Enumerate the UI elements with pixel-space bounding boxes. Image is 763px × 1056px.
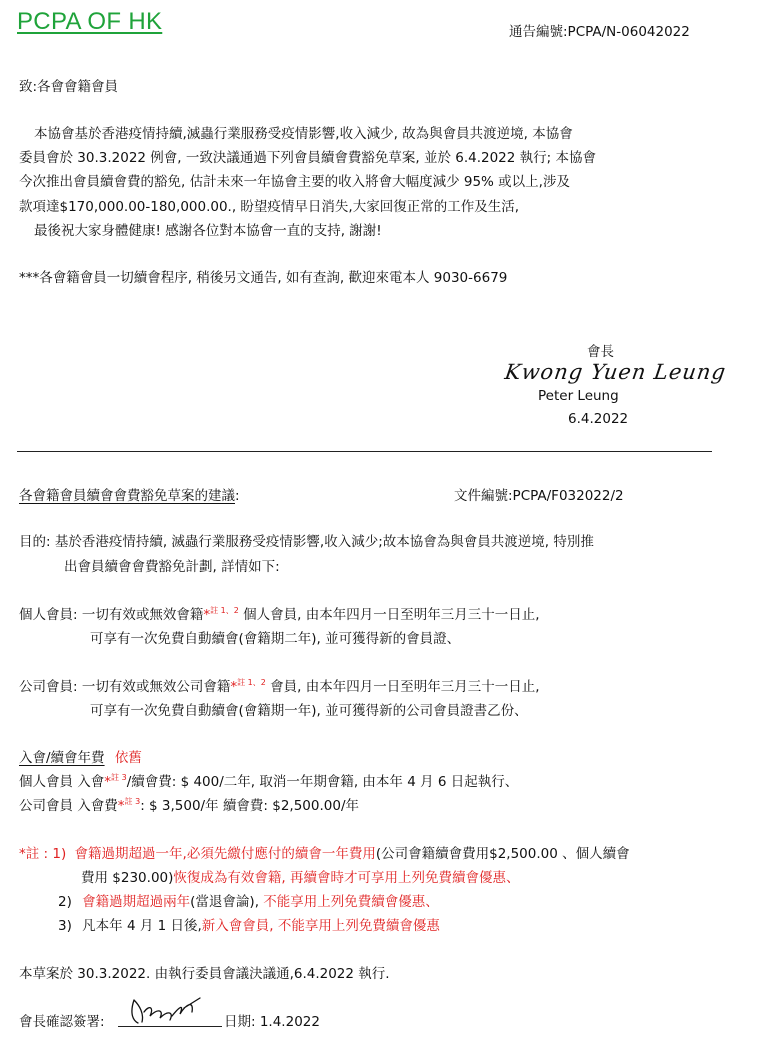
notice-paragraph-line: 本協會基於香港疫情持續,滅蟲行業服務受疫情影響,收入減少, 故為與會員共渡逆境, 本協會 [34,126,573,142]
notes-mark: *註 : 1) [19,846,67,862]
company-post: 會員, 由本年四月一日至明年三月三十一日止, [265,679,540,695]
company-fee-pre: 公司會員 入會費 [19,798,118,814]
confirm-signature-label: 會長確認簽署: [19,1014,105,1030]
note-3 [58,914,440,934]
proposal-title-text: 各會籍會員續會會費豁免草案的建議 [19,488,235,504]
individual-fee-star: * [104,774,112,790]
company-fee-line [19,794,359,814]
company-star: * [230,679,238,695]
note-3-number: 3) [58,918,72,934]
note-1-line2 [81,866,519,886]
fees-heading-text: 入會/續會年費 [19,750,105,766]
individual-pre: 個人會員: 一切有效或無效會籍 [19,607,204,623]
purpose-line: 出會員續會會費豁免計劃, 詳情如下: [64,559,280,575]
proposal-title [19,484,240,504]
handwritten-signature [120,990,220,1026]
note-1-line2-black: 費用 $230.00) [81,870,174,886]
section-divider [17,451,712,452]
chair-title: 會長 [587,344,614,360]
individual-member-clause [19,603,540,623]
note-2 [58,890,439,910]
note-1-line2-red: 恢復成為有效會籍, 再續會時才可享用上列免費續會優惠、 [173,870,520,886]
chair-name: Peter Leung [538,388,619,404]
individual-star: * [203,607,211,623]
resolution-statement: 本草案於 30.3.2022. 由執行委員會議決議通,6.4.2022 執行. [19,966,390,982]
confirm-date: 日期: 1.4.2022 [224,1014,320,1030]
company-fee-post: : $ 3,500/年 續會費: $2,500.00/年 [140,798,359,814]
notice-paragraph-line: 今次推出會員續會費的豁免, 估計未來一年協會主要的收入將會大幅度減少 95% 或以上,涉及 [19,174,570,190]
company-fee-note-ref: 註 3 [124,797,141,806]
individual-note-ref: 註 1、2 [210,606,239,615]
fees-heading [19,746,142,766]
notice-paragraph-line: 最後祝大家身體健康! 感謝各位對本協會一直的支持, 謝謝! [34,223,382,239]
individual-member-clause-line2: 可享有一次免費自動續會(會籍期二年), 並可獲得新的會員證、 [90,631,461,647]
individual-fee-post: /續會費: $ 400/二年, 取消一年期會籍, 由本年 4 月 6 日起執行、 [126,774,519,790]
renewal-note: ***各會籍會員一切續會程序, 稍後另文通告, 如有查詢, 歡迎來電本人 9030-6679 [19,270,508,286]
note-1-red: 會籍過期超過一年,必須先繳付應付的續會一年費用 [74,846,376,862]
note-1-black: (公司會籍續會費用$2,500.00 、個人續會 [375,846,630,862]
purpose-line: 目的: 基於香港疫情持續, 滅蟲行業服務受疫情影響,收入減少;故本協會為與會員共渡逆境, 特別推 [19,534,594,550]
company-fee-star: * [117,798,125,814]
note-3-black: 凡本年 4 月 1 日後, [82,918,202,934]
company-member-clause-line2: 可享有一次免費自動續會(會籍期一年), 並可獲得新的公司會員證書乙份、 [90,703,528,719]
note-2-number: 2) [58,894,72,910]
salutation: 致:各會會籍會員 [19,79,119,95]
signature-line [118,1026,222,1027]
note-2-red: 會籍過期超過兩年 [82,894,191,910]
individual-fee-pre: 個人會員 入會 [19,774,105,790]
notice-number: 通告編號:PCPA/N-06042022 [509,24,690,40]
note-2-black: (當退會論), [190,894,259,910]
company-pre: 公司會員: 一切有效或無效公司會籍 [19,679,231,695]
company-member-clause [19,675,540,695]
note-2-red2: 不能享用上列免費續會優惠、 [258,894,439,910]
fees-heading-note: 依舊 [114,750,142,766]
notice-paragraph-line: 委員會於 30.3.2022 例會, 一致決議通過下列會員續會費豁免草案, 並於 6.4.2022 執行; 本協會 [19,150,596,166]
notice-date: 6.4.2022 [568,411,629,427]
proposal-title-colon: : [235,488,240,504]
chair-signature: Kwong Yuen Leung [503,360,728,384]
association-logo: PCPA OF HK [17,8,163,35]
note-1 [19,842,630,862]
note-3-red: 新入會會員, 不能享用上列免費續會優惠 [201,918,440,934]
notice-paragraph-line: 款項達$170,000.00-180,000.00., 盼望疫情早日消失,大家回復正常的工作及生活, [19,199,520,215]
individual-fee-note-ref: 註 3 [111,773,127,782]
document-number: 文件編號:PCPA/F032022/2 [454,488,624,504]
company-note-ref: 註 1、2 [237,678,266,687]
individual-fee-line [19,770,518,790]
individual-post: 個人會員, 由本年四月一日至明年三月三十一日止, [238,607,540,623]
